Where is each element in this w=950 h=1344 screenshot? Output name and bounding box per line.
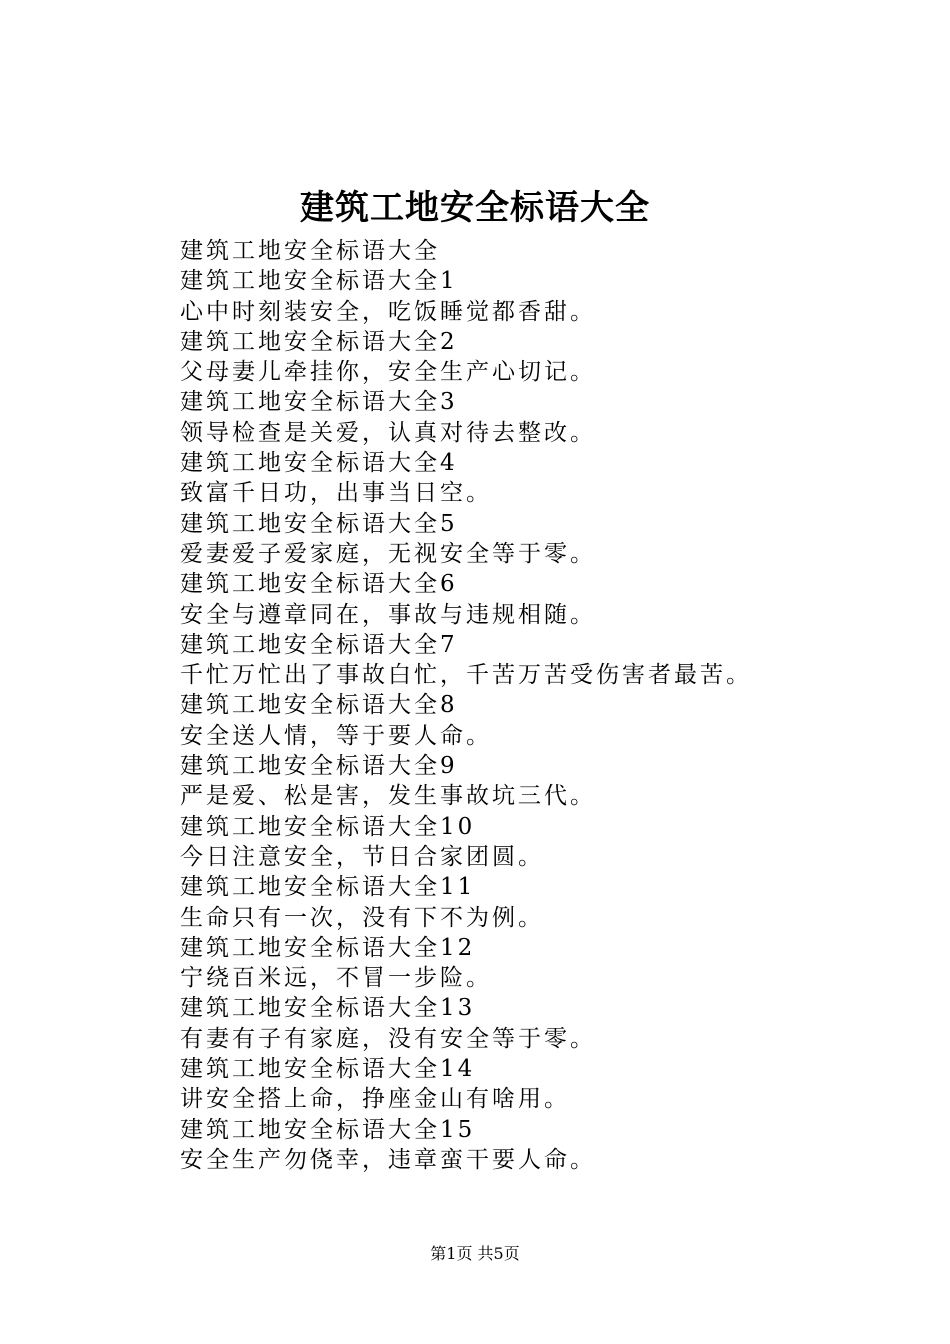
text-line: 建筑工地安全标语大全5	[180, 510, 458, 537]
text-line: 建筑工地安全标语大全	[180, 238, 440, 264]
text-line: 建筑工地安全标语大全8	[180, 692, 458, 719]
text-line: 建筑工地安全标语大全6	[180, 571, 458, 598]
text-line: 宁绕百米远，不冒一步险。	[180, 965, 492, 992]
text-line: 建筑工地安全标语大全3	[180, 389, 458, 416]
text-line: 生命只有一次，没有下不为例。	[180, 904, 544, 931]
text-line: 父母妻儿牵挂你，安全生产心切记。	[180, 359, 596, 386]
text-line: 安全送人情，等于要人命。	[180, 722, 492, 749]
text-line: 建筑工地安全标语大全1	[180, 268, 458, 295]
text-line: 致富千日功，出事当日空。	[180, 480, 492, 507]
text-line: 建筑工地安全标语大全9	[180, 753, 458, 780]
text-line: 领导检查是关爱，认真对待去整改。	[180, 419, 596, 446]
text-line: 今日注意安全，节日合家团圆。	[180, 843, 544, 870]
text-line: 爱妻爱子爱家庭，无视安全等于零。	[180, 540, 596, 567]
text-line: 建筑工地安全标语大全2	[180, 328, 458, 355]
text-line: 建筑工地安全标语大全12	[180, 934, 476, 961]
text-line: 建筑工地安全标语大全11	[180, 874, 476, 901]
text-line: 建筑工地安全标语大全4	[180, 450, 458, 477]
text-line: 建筑工地安全标语大全13	[180, 995, 476, 1022]
page-number-footer: 第1页 共5页	[430, 1244, 520, 1263]
text-line: 讲安全搭上命，挣座金山有啥用。	[180, 1086, 570, 1113]
text-line: 建筑工地安全标语大全15	[180, 1116, 476, 1143]
text-line: 心中时刻装安全，吃饭睡觉都香甜。	[180, 298, 596, 325]
text-line: 严是爱、松是害，发生事故坑三代。	[180, 783, 596, 810]
text-line: 建筑工地安全标语大全14	[180, 1056, 476, 1083]
text-line: 安全与遵章同在，事故与违规相随。	[180, 601, 596, 628]
document-body	[180, 236, 900, 1175]
text-line: 建筑工地安全标语大全7	[180, 631, 458, 658]
text-line: 千忙万忙出了事故白忙，千苦万苦受伤害者最苦。	[180, 662, 752, 689]
text-line: 安全生产勿侥幸，违章蛮干要人命。	[180, 1146, 596, 1173]
text-line: 有妻有子有家庭，没有安全等于零。	[180, 1025, 596, 1052]
document-title: 建筑工地安全标语大全	[300, 188, 650, 228]
text-line: 建筑工地安全标语大全10	[180, 813, 476, 840]
